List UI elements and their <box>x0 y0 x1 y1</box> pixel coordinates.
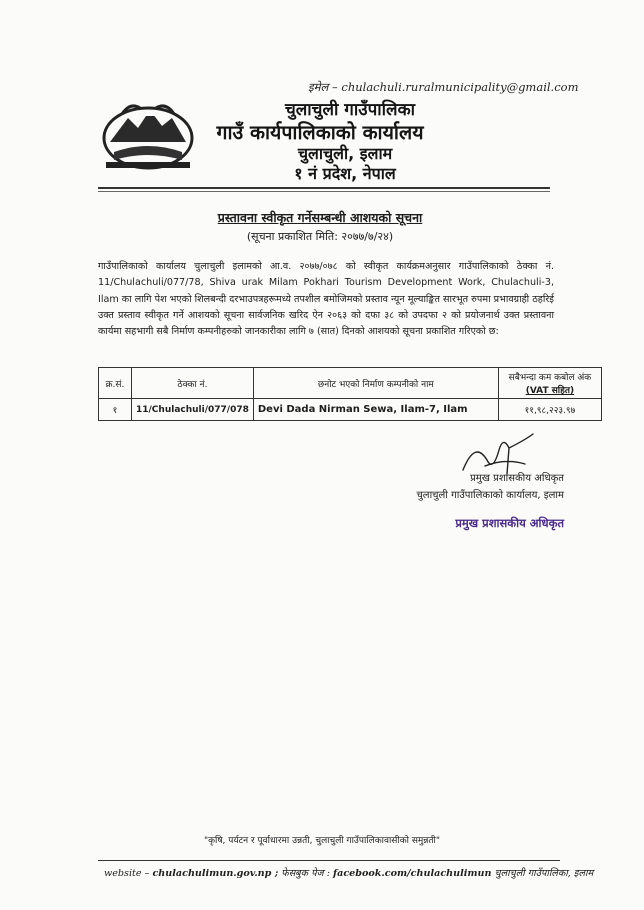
header-company: छनोट भएको निर्माण कम्पनीको नाम <box>253 368 498 399</box>
signatory-office: चुलाचुली गाउँपालिकाको कार्यालय, इलाम <box>416 490 564 501</box>
footer-contact <box>104 866 593 879</box>
website-label: website – <box>104 868 153 879</box>
facebook-label: फेसबुक पेज : <box>278 868 333 879</box>
cell-sn: १ <box>99 399 132 421</box>
cell-contract: 11/Chulachuli/077/078 <box>132 399 254 421</box>
office-location: चुलाचुली, इलाम <box>297 144 393 163</box>
header-divider-thin <box>98 191 550 192</box>
footer-place: चुलाचुली गाउँपालिका, इलाम <box>491 868 594 879</box>
header-sn: क्र.सं. <box>99 368 132 399</box>
notice-body: गाउँपालिकाको कार्यालय चुलाचुली इलामको आ.व. २०७७/०७८ को स्वीकृत कार्यक्रमअनुसार गाउँपालिकाको ठेक्का नं. 11/Chulachuli/077/78, Shiva urak Milam Pokhari Tourism Development Work, Chulachuli-3, Ilam का लागि पेश भएको शिलबन्दी दरभाउपत्रहरूमध्ये तपशील बमोजिमको प्रस्ताव न्यून मूल्याङ्कित सारभूत रुपमा प्रभावग्राही ठहरिई उक्त प्रस्ताव स्वीकृत गर्ने आशयको सूचना सार्वजनिक खरिद ऐन २०६३ को दफा ३८ को उपदफा २ को प्रयोजनार्थ उक्त प्रस्तावना कार्यमा सहभागी सबै निर्माण कम्पनीहरुको जानकारीका लागि ७ (सात) दिनको आशयको सूचना प्रकाशित गरिएको छ: <box>98 261 554 338</box>
municipality-name: चुलाचुली गाउँपालिका <box>284 100 416 120</box>
cell-company: Devi Dada Nirman Sewa, Ilam-7, Ilam <box>253 399 498 421</box>
table-row <box>99 399 602 421</box>
header-amount <box>498 368 601 399</box>
footer-divider <box>98 860 560 861</box>
signatory-title: प्रमुख प्रशासकीय अधिकृत <box>470 473 564 484</box>
header-contract: ठेक्का नं. <box>132 368 254 399</box>
header-amount-label: सबैभन्दा कम कबोल अंक <box>508 373 592 383</box>
province: १ नं प्रदेश, नेपाल <box>294 164 396 183</box>
header-divider <box>98 187 550 189</box>
official-stamp: प्रमुख प्रशासकीय अधिकृत <box>455 516 564 530</box>
table-header-row <box>99 368 602 399</box>
notice-title: प्रस्तावना स्वीकृत गर्नेसम्बन्धी आशयको सूचना <box>217 210 423 225</box>
slogan: "कृषि, पर्यटन र पूर्वाधारमा उन्नती, चुलाचुली गाउँपालिकावासीको समुन्नती" <box>203 836 441 846</box>
facebook-link[interactable]: facebook.com/chulachulimun <box>332 868 492 879</box>
email-line: इमेल – chulachuli.ruralmunicipality@gmail.com <box>308 80 579 94</box>
header-vat-note: (VAT सहित) <box>525 386 575 396</box>
website-link[interactable]: chulachulimun.gov.np ; <box>152 868 279 879</box>
publish-date: (सूचना प्रकाशित मिति: २०७७/७/२४) <box>246 230 394 243</box>
selected-bidder-table <box>98 367 602 421</box>
office-name: गाउँ कार्यपालिकाको कार्यालय <box>216 121 424 144</box>
cell-amount: ११,९८,२२३.९७ <box>498 399 601 421</box>
